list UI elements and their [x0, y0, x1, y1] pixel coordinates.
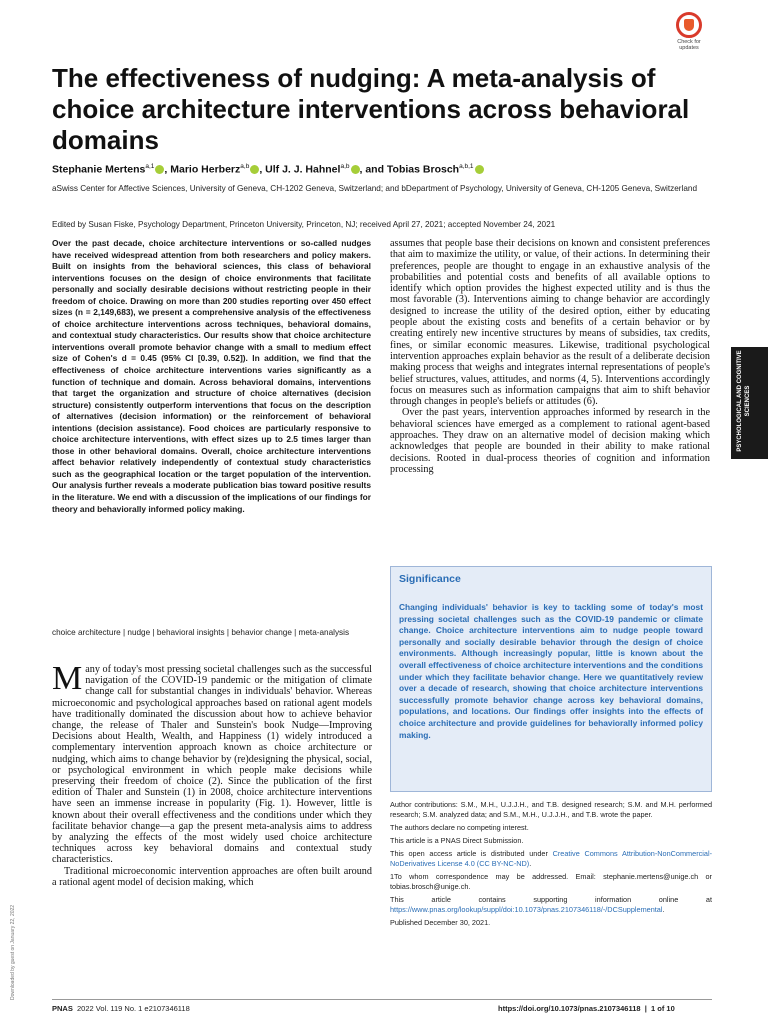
body-paragraph: assumes that people base their decisions on known and consistent preferences that aim to maximize the utility, or value, of their actions. In determining their preferences, people are thought to engage in an exhaustive analysis of the probabilities and potential costs and benefits of all available options to identify which option provides the highest expected utility and is thus the most favorable (3). Interventions aiming to change behavior are accordingly designed to increase the utility of the desired option, either by educating people about the existing costs and benefits of a certain behavior or by creating entirely new incentive structures by means of subsidies, tax credits, fines, or similar economic measures. Likewise, traditional psychological intervention approaches explain behavior as the result of a deliberate decision making process that weighs and integrates internal representations of people's belief structures, values, attitudes, and norms (4, 5). Interventions accordingly focus on measures such as information campaigns that aim to shift behavior through changes in people's beliefs or attitudes (6). [390, 238, 710, 408]
check-for-updates-icon [676, 12, 702, 38]
footer-doi: https://doi.org/10.1073/pnas.2107346118 | 1 of 10 [498, 1004, 675, 1013]
published-date: Published December 30, 2021. [390, 918, 491, 927]
author-affiliation-marker: a,b,1 [459, 163, 474, 170]
author-notes [390, 800, 712, 931]
author-contributions: Author contributions: S.M., M.H., U.J.J.H., and T.B. designed research; S.M. and M.H. performed research; S.M. analyzed data; and S.M., M.H., U.J.J.H., and T.B. wrote the paper. [390, 800, 712, 819]
body-paragraph-2: Over the past years, intervention approaches informed by research in the behavioral sciences have emerged as a complement to rational agent-based approaches. They draw on an alternative model of decision making which acknowledges that people are bounded in their ability to make rational decisions. Rooted in dual-process theories of cognition and information processing [390, 407, 710, 475]
section-tab [731, 347, 768, 459]
doi-link[interactable]: https://doi.org/10.1073/pnas.2107346118 [498, 1004, 641, 1013]
check-for-updates-badge[interactable] [668, 12, 710, 54]
orcid-icon[interactable] [351, 165, 360, 174]
author-affiliation-marker: a,b [240, 163, 250, 170]
page-number: 1 of 10 [651, 1004, 675, 1013]
orcid-icon[interactable] [250, 165, 259, 174]
supporting-info: This article contains supporting information online at https://www.pnas.org/lookup/suppl/doi:10.1073/pnas.2107346118/-/DCSupplemental. [390, 895, 712, 914]
direct-submission: This article is a PNAS Direct Submission. [390, 836, 524, 845]
section-tab-label: PSYCHOLOGICAL AND COGNITIVE SCIENCES [737, 350, 751, 452]
keywords: choice architecture | nudge | behavioral insights | behavior change | meta-analysis [52, 628, 350, 637]
correspondence: 1To whom correspondence may be addressed. Email: stephanie.mertens@unige.ch or tobias.brosch@unige.ch. [390, 872, 712, 891]
abstract: Over the past decade, choice architecture interventions or so-called nudges have received widespread attention from both researchers and policy makers. Built on insights from the behavioral sciences, this class of behavioral interventions focuses on the design of choice environments that facilitate personally and socially desirable decisions without restricting people in their freedom of choice. Drawing on more than 200 studies reporting over 450 effect sizes (n = 2,149,683), we present a comprehensive analysis of the effectiveness of choice architecture interventions across techniques, behavioral domains, and contextual study characteristics. Our results show that choice architecture interventions overall promote behavior change with a small to medium effect size of Cohen's d = 0.45 (95% CI [0.39, 0.52]). In addition, we find that the effectiveness of choice architecture interventions varies significantly as a function of technique and domain. Across behavioral domains, interventions that target the organization and structure of choice alternatives (decision structure) consistently outperform interventions that focus on the description of alternatives (decision information) or the reinforcement of behavioral intentions (decision assistance). Food choices are particularly responsive to choice architecture interventions, with effect sizes up to 2.5 times larger than those in other behavioral domains. Overall, choice architecture interventions affect behavior relatively independently of contextual study characteristics such as the geographical location or the target population of the intervention. Our analysis further reveals a moderate publication bias toward positive results in the literature. We end with a discussion of the implications of our findings for theory and behaviorally informed policy making. [52, 238, 371, 514]
author-separator: , and [359, 163, 387, 176]
intro-paragraph: any of today's most pressing societal challenges such as the successful navigation of the COVID-19 pandemic or the mitigation of climate change call for substantial changes in individuals' behavior. Whereas microeconomic and psychological approaches based on rational agent models have traditionally dominated the discussion about how to achieve behavior change, the release of Thaler and Sunstein's book Nudge—Improving Decisions about Health, Wealth, and Happiness (1) widely introduced a complementary intervention approach known as choice architecture or nudging, which aims to change behavior by (re)designing the physical, social, or psychological environment in which people make decisions while preserving their freedom of choice (2). Since the publication of the first edition of Thaler and Sunstein (1) in 2008, choice architecture interventions have seen an immense increase in popularity (Fig. 1). However, little is known about their overall effectiveness and the conditions under which they facilitate behavior change—a gap the present meta-analysis aims to address by analyzing the effects of the most widely used choice architecture techniques across key behavioral domains and contextual study characteristics. [52, 664, 372, 866]
competing-interest: The authors declare no competing interest. [390, 823, 529, 832]
significance-text: Changing individuals' behavior is key to tackling some of today's most pressing societal challenges such as the COVID-19 pandemic or climate change. Choice architecture interventions aim to nudge people toward personally and socially desirable behavior through the design of choice environments. Although increasingly popular, little is known about the overall effectiveness of choice architecture interventions and the conditions under which they facilitate behavior change. Here we quantitatively review over a decade of research, showing that choice architecture interventions successfully promote behavior change across key behavioral domains, populations, and locations. Our findings offer insights into the effects of choice architecture and provide guidelines for behaviorally informed policy making. [399, 602, 703, 740]
author-name: Stephanie Mertens [52, 163, 146, 176]
author-affiliation-marker: a,1 [145, 163, 155, 170]
author-list [52, 163, 484, 176]
footer-divider [52, 999, 712, 1000]
significance-title: Significance [399, 573, 461, 585]
intro-paragraph-2: Traditional microeconomic intervention approaches are often built around a rational agent model of decision making, which [52, 865, 372, 888]
author-separator: , [259, 163, 266, 176]
author-name: Mario Herberz [170, 163, 241, 176]
license-link[interactable]: Creative Commons Attribution-NonCommercial-NoDerivatives License 4.0 (CC BY-NC-ND) [390, 849, 713, 868]
supplemental-link[interactable]: https://www.pnas.org/lookup/suppl/doi:10.1073/pnas.2107346118/-/DCSupplemental [390, 905, 663, 914]
author-name: Tobias Brosch [386, 163, 460, 176]
affiliations: aSwiss Center for Affective Sciences, University of Geneva, CH-1202 Geneva, Switzerland; and bDepartment of Psychology, University of Geneva, CH-1205 Geneva, Switzerland [52, 184, 697, 193]
paper-title: The effectiveness of nudging: A meta-analysis of choice architecture interventions across behavioral domains [52, 63, 690, 155]
body-left-column [52, 660, 372, 888]
badge-label: Check for updates [677, 39, 701, 51]
significance-box [390, 566, 712, 792]
footer-citation: PNAS 2022 Vol. 119 No. 1 e2107346118 [52, 1004, 190, 1013]
license-note: This open access article is distributed under Creative Commons Attribution-NonCommercial-NoDerivatives License 4.0 (CC BY-NC-ND). [390, 849, 713, 868]
author-name: Ulf J. J. Hahnel [265, 163, 341, 176]
author-affiliation-marker: a,b [340, 163, 350, 170]
author-separator: , [164, 163, 171, 176]
orcid-icon[interactable] [475, 165, 484, 174]
download-watermark: Downloaded by guest on January 22, 2022 [10, 904, 16, 1000]
body-right-column [390, 238, 710, 475]
drop-cap: M [52, 660, 83, 697]
edited-by: Edited by Susan Fiske, Psychology Department, Princeton University, Princeton, NJ; received April 27, 2021; accepted November 24, 2021 [52, 220, 556, 229]
